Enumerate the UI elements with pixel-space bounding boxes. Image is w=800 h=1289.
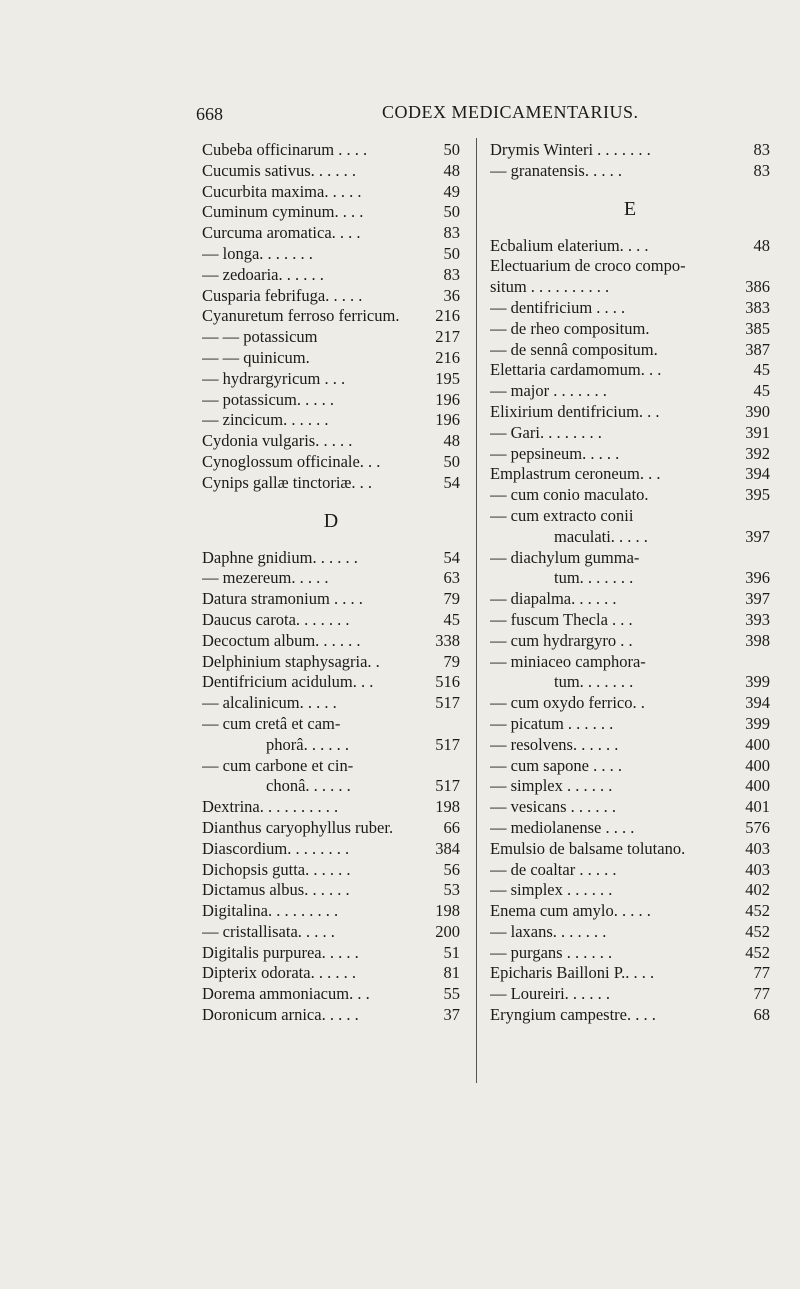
entry-term: Ecbalium elaterium. . . . <box>490 235 649 255</box>
entry-page: 216 <box>435 347 460 367</box>
entry-page: 516 <box>435 672 460 692</box>
entry-page: 452 <box>745 942 770 962</box>
entry-term: — de coaltar . . . . . <box>490 859 617 879</box>
index-entry <box>490 839 770 860</box>
entry-page: 37 <box>443 1005 460 1025</box>
index-entry <box>202 776 460 797</box>
page-number: 668 <box>196 104 223 124</box>
entry-term: Cynips gallæ tinctoriæ. . . <box>202 472 373 492</box>
entry-page: 517 <box>435 776 460 796</box>
entry-term: Eryngium campestre. . . . <box>490 1005 656 1025</box>
index-entry <box>202 652 460 673</box>
entry-term: — — quinicum. <box>202 347 310 367</box>
entry-page: 198 <box>435 901 460 921</box>
entry-page: 400 <box>745 734 770 754</box>
entry-page: 83 <box>443 223 460 243</box>
entry-term: Cyanuretum ferroso ferricum. <box>202 306 400 326</box>
entry-term: Delphinium staphysagria. . <box>202 651 380 671</box>
entry-page: 403 <box>745 859 770 879</box>
index-entry <box>202 182 460 203</box>
index-entry <box>202 693 460 714</box>
entry-page: 391 <box>745 422 770 442</box>
entry-page: 63 <box>443 568 460 588</box>
entry-page: 399 <box>745 672 770 692</box>
entry-term: maculati. . . . . <box>554 526 648 546</box>
entry-page: 54 <box>443 547 460 567</box>
entry-term: Decoctum album. . . . . . <box>202 630 361 650</box>
entry-term: — alcalinicum. . . . . <box>202 693 337 713</box>
index-entry <box>202 306 460 327</box>
index-entry <box>490 901 770 922</box>
entry-term: Cuminum cyminum. . . . <box>202 202 364 222</box>
entry-page: 48 <box>753 235 770 255</box>
entry-term: — mezereum. . . . . <box>202 568 329 588</box>
index-entry <box>202 161 460 182</box>
index-entry <box>490 818 770 839</box>
index-entry <box>202 756 460 777</box>
entry-term: — laxans. . . . . . . <box>490 921 607 941</box>
index-entry <box>490 963 770 984</box>
index-entry <box>490 735 770 756</box>
index-entry <box>202 140 460 161</box>
entry-term: Cubeba officinarum . . . . <box>202 140 368 159</box>
entry-term: Enema cum amylo. . . . . <box>490 901 651 921</box>
entry-term: — potassicum. . . . . <box>202 389 334 409</box>
entry-page: 50 <box>443 140 460 159</box>
index-entry <box>202 473 460 494</box>
entry-term: — de sennâ compositum. <box>490 339 658 359</box>
right-column <box>490 140 770 1026</box>
entry-term: — — potassicum <box>202 327 318 347</box>
index-entry <box>202 735 460 756</box>
running-title: CODEX MEDICAMENTARIUS. <box>382 102 639 122</box>
index-entry <box>202 410 460 431</box>
entry-term: Digitalis purpurea. . . . . <box>202 942 359 962</box>
index-entry <box>202 963 460 984</box>
index-entry <box>490 256 770 277</box>
index-entry <box>490 381 770 402</box>
entry-page: 385 <box>745 318 770 338</box>
index-entry <box>490 527 770 548</box>
entry-page: 45 <box>443 609 460 629</box>
entry-term: Dianthus caryophyllus ruber. <box>202 817 394 837</box>
entry-term: — simplex . . . . . . <box>490 776 613 796</box>
page-header <box>0 100 800 130</box>
entry-term: — simplex . . . . . . <box>490 880 613 900</box>
entry-page: 403 <box>745 838 770 858</box>
entry-page: 401 <box>745 797 770 817</box>
entry-term: — cum extracto conii <box>490 505 634 525</box>
index-entry <box>490 610 770 631</box>
entry-term: tum. . . . . . . <box>554 672 634 692</box>
entry-page: 200 <box>435 921 460 941</box>
entry-term: — pepsineum. . . . . <box>490 443 620 463</box>
entry-page: 83 <box>753 140 770 159</box>
index-entry <box>202 348 460 369</box>
index-entry <box>202 943 460 964</box>
index-entry <box>202 984 460 1005</box>
index-entry <box>202 901 460 922</box>
entry-page: 397 <box>745 526 770 546</box>
index-entry <box>202 431 460 452</box>
entry-page: 50 <box>443 451 460 471</box>
index-entry <box>202 1005 460 1026</box>
index-entry <box>202 610 460 631</box>
index-entry <box>490 298 770 319</box>
entry-term: Curcuma aromatica. . . . <box>202 223 361 243</box>
entry-term: Datura stramonium . . . . <box>202 589 363 609</box>
index-entry <box>202 860 460 881</box>
index-entry <box>202 244 460 265</box>
entry-page: 576 <box>745 817 770 837</box>
entry-term: Dipterix odorata. . . . . . <box>202 963 356 983</box>
entry-page: 77 <box>753 963 770 983</box>
index-entry <box>202 223 460 244</box>
index-entry <box>202 452 460 473</box>
index-entry <box>490 652 770 673</box>
entry-term: Diascordium. . . . . . . . <box>202 838 350 858</box>
entry-page: 387 <box>745 339 770 359</box>
entry-term: chonâ. . . . . . <box>266 776 351 796</box>
entry-page: 66 <box>443 817 460 837</box>
entry-term: — dentifricium . . . . <box>490 297 626 317</box>
index-entry <box>490 714 770 735</box>
entry-term: — zedoaria. . . . . . <box>202 264 324 284</box>
index-entry <box>202 818 460 839</box>
index-entry <box>490 340 770 361</box>
entry-term: Cucumis sativus. . . . . . <box>202 160 357 180</box>
index-entry <box>490 485 770 506</box>
entry-term: — diapalma. . . . . . <box>490 589 617 609</box>
entry-page: 384 <box>435 838 460 858</box>
entry-page: 79 <box>443 651 460 671</box>
index-entry <box>490 444 770 465</box>
entry-page: 83 <box>753 160 770 180</box>
index-entry <box>490 631 770 652</box>
section-letter: D <box>323 509 339 532</box>
entry-page: 81 <box>443 963 460 983</box>
entry-term: Daphne gnidium. . . . . . <box>202 547 358 567</box>
entry-term: — major . . . . . . . <box>490 381 607 401</box>
entry-page: 517 <box>435 693 460 713</box>
entry-term: Epicharis Bailloni P.. . . . <box>490 963 655 983</box>
entry-page: 196 <box>435 389 460 409</box>
entry-page: 394 <box>745 693 770 713</box>
index-entry <box>490 464 770 485</box>
entry-page: 55 <box>443 984 460 1004</box>
index-entry <box>490 984 770 1005</box>
entry-page: 383 <box>745 297 770 317</box>
entry-term: — cum oxydo ferrico. . <box>490 693 645 713</box>
index-entry <box>202 548 460 569</box>
entry-term: Cynoglossum officinale. . . <box>202 451 381 471</box>
entry-page: 45 <box>753 360 770 380</box>
entry-page: 399 <box>745 713 770 733</box>
entry-page: 54 <box>443 472 460 492</box>
entry-term: Elettaria cardamomum. . . <box>490 360 662 380</box>
index-entry <box>202 880 460 901</box>
entry-term: Dextrina. . . . . . . . . . <box>202 797 339 817</box>
entry-term: Emplastrum ceroneum. . . <box>490 464 661 484</box>
entry-page: 83 <box>443 264 460 284</box>
entry-term: Cydonia vulgaris. . . . . <box>202 431 353 451</box>
index-entry <box>490 277 770 298</box>
index-entry <box>202 922 460 943</box>
index-entry <box>490 860 770 881</box>
index-entry <box>490 360 770 381</box>
entry-term: — cum sapone . . . . <box>490 755 622 775</box>
entry-page: 395 <box>745 485 770 505</box>
entry-term: — cum carbone et cin- <box>202 755 354 775</box>
index-entry <box>202 631 460 652</box>
entry-term: Dorema ammoniacum. . . <box>202 984 370 1004</box>
entry-page: 77 <box>753 984 770 1004</box>
entry-term: — fuscum Thecla . . . <box>490 609 633 629</box>
entry-term: — vesicans . . . . . . <box>490 797 617 817</box>
index-entry <box>490 880 770 901</box>
index-entry <box>202 714 460 735</box>
entry-term: — zincicum. . . . . . <box>202 410 329 430</box>
entry-term: — cum cretâ et cam- <box>202 713 341 733</box>
entry-page: 393 <box>745 609 770 629</box>
index-entry <box>490 797 770 818</box>
entry-term: Electuarium de croco compo- <box>490 256 686 276</box>
entry-term: — cum conio maculato. <box>490 485 649 505</box>
entry-term: phorâ. . . . . . <box>266 734 349 754</box>
left-column <box>202 140 460 1026</box>
index-entry <box>490 1005 770 1026</box>
entry-term: Dentifricium acidulum. . . <box>202 672 374 692</box>
index-entry <box>490 589 770 610</box>
entry-page: 196 <box>435 410 460 430</box>
entry-term: Dichopsis gutta. . . . . . <box>202 859 351 879</box>
entry-page: 217 <box>435 327 460 347</box>
entry-term: — de rheo compositum. <box>490 318 650 338</box>
entry-page: 48 <box>443 160 460 180</box>
entry-term: — cristallisata. . . . . <box>202 921 335 941</box>
index-entry <box>202 286 460 307</box>
index-entry <box>202 265 460 286</box>
entry-page: 397 <box>745 589 770 609</box>
entry-page: 400 <box>745 776 770 796</box>
entry-term: Digitalina. . . . . . . . . <box>202 901 339 921</box>
entry-page: 49 <box>443 181 460 201</box>
entry-page: 400 <box>745 755 770 775</box>
entry-page: 56 <box>443 859 460 879</box>
index-entry <box>490 756 770 777</box>
entry-page: 50 <box>443 243 460 263</box>
index-entry <box>202 369 460 390</box>
entry-page: 398 <box>745 630 770 650</box>
entry-page: 51 <box>443 942 460 962</box>
index-entry <box>490 943 770 964</box>
index-entry <box>490 402 770 423</box>
entry-term: situm . . . . . . . . . . <box>490 277 610 297</box>
entry-term: Elixirium dentifricium. . . <box>490 401 660 421</box>
entry-page: 392 <box>745 443 770 463</box>
entry-page: 50 <box>443 202 460 222</box>
column-divider <box>476 138 477 1083</box>
entry-page: 36 <box>443 285 460 305</box>
entry-term: — granatensis. . . . . <box>490 160 622 180</box>
entry-page: 79 <box>443 589 460 609</box>
index-entry <box>202 672 460 693</box>
entry-term: — cum hydrargyro . . <box>490 630 633 650</box>
entry-page: 338 <box>435 630 460 650</box>
entry-page: 452 <box>745 921 770 941</box>
index-entry <box>490 693 770 714</box>
entry-page: 394 <box>745 464 770 484</box>
entry-page: 68 <box>753 1005 770 1025</box>
entry-term: Cusparia febrifuga. . . . . <box>202 285 363 305</box>
entry-term: — miniaceo camphora- <box>490 651 646 671</box>
entry-page: 45 <box>753 381 770 401</box>
index-entry <box>202 202 460 223</box>
entry-page: 48 <box>443 431 460 451</box>
entry-term: tum. . . . . . . <box>554 568 634 588</box>
entry-term: — Loureiri. . . . . . <box>490 984 611 1004</box>
entry-term: — mediolanense . . . . <box>490 817 635 837</box>
entry-term: Emulsio de balsame tolutano. <box>490 838 686 858</box>
entry-page: 390 <box>745 401 770 421</box>
entry-term: — Gari. . . . . . . . <box>490 422 602 442</box>
entry-term: — diachylum gumma- <box>490 547 640 567</box>
entry-page: 195 <box>435 368 460 388</box>
section-letter: E <box>623 197 637 220</box>
index-entry <box>490 672 770 693</box>
index-entry <box>490 423 770 444</box>
entry-page: 396 <box>745 568 770 588</box>
index-entry <box>202 390 460 411</box>
entry-term: — longa. . . . . . . <box>202 243 313 263</box>
index-entry <box>202 589 460 610</box>
entry-term: Dictamus albus. . . . . . <box>202 880 350 900</box>
index-entry <box>490 548 770 569</box>
index-entry <box>490 319 770 340</box>
index-entry <box>490 568 770 589</box>
entry-term: Drymis Winteri . . . . . . . <box>490 140 651 159</box>
entry-page: 402 <box>745 880 770 900</box>
index-entry <box>490 140 770 161</box>
index-entry <box>490 776 770 797</box>
index-entry <box>490 161 770 182</box>
entry-term: — resolvens. . . . . . <box>490 734 619 754</box>
entry-term: — picatum . . . . . . <box>490 713 614 733</box>
entry-page: 517 <box>435 734 460 754</box>
entry-term: — hydrargyricum . . . <box>202 368 346 388</box>
index-entry <box>490 236 770 257</box>
entry-term: Cucurbita maxima. . . . . <box>202 181 362 201</box>
index-entry <box>202 568 460 589</box>
entry-page: 198 <box>435 797 460 817</box>
index-entry <box>490 922 770 943</box>
entry-term: Daucus carota. . . . . . . <box>202 609 350 629</box>
entry-term: Doronicum arnica. . . . . <box>202 1005 359 1025</box>
entry-page: 452 <box>745 901 770 921</box>
index-entry <box>202 327 460 348</box>
index-entry <box>490 506 770 527</box>
index-entry <box>202 797 460 818</box>
entry-page: 53 <box>443 880 460 900</box>
entry-term: — purgans . . . . . . <box>490 942 613 962</box>
index-entry <box>202 839 460 860</box>
entry-page: 216 <box>435 306 460 326</box>
entry-page: 386 <box>745 277 770 297</box>
